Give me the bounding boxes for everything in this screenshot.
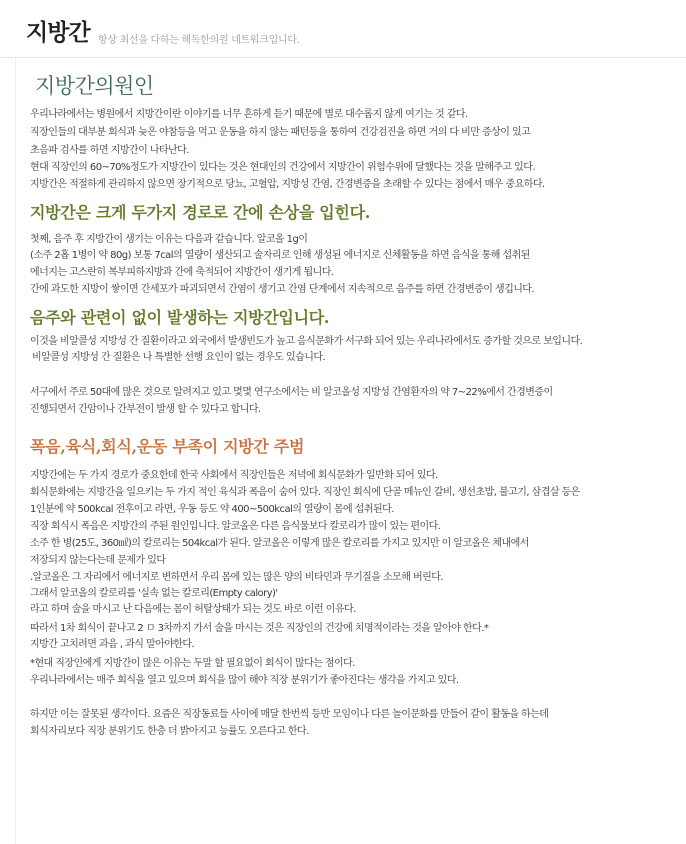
paragraph-line: 소주 한 병(25도, 360㎖)의 칼로리는 504kcal가 된다. 알코올은 이렇게 많은 칼로리를 가지고 있지만 이 알코올은 체내에서 <box>30 538 529 549</box>
paragraph-line: (소주 2홉 1병이 약 80g) 보통 7cal의 열량이 생산되고 술자리로 인해 생성된 에너지로 신체활동을 하면 음식을 통해 섭취된 <box>30 250 530 261</box>
paragraph-line: 라고 하며 술을 마시고 난 다음에는 몸이 허탈상태가 되는 것도 바로 이런 이유다. <box>30 604 356 615</box>
paragraph-line: 직장인들의 대부분 회식과 늦은 야참등을 먹고 운동을 하지 않는 패턴등을 통하여 건강검진을 하면 거의 다 비만 증상이 있고 <box>30 127 531 138</box>
paragraph-line: 지방간 고치려면 과음 , 과식 말아야한다. <box>30 639 195 650</box>
section-heading: 지방간은 크게 두가지 경로로 간에 손상을 입힌다. <box>30 203 371 222</box>
paragraph-line: 지방간에는 두 가지 경로가 중요한데 한국 사회에서 직장인들은 저녁에 회식문화가 일반화 되어 있다. <box>30 470 438 481</box>
page-subtitle: 항상 최선을 다하는 해독한의원 네트워크입니다. <box>98 35 300 46</box>
paragraph-line: *현대 직장인에게 지방간이 많은 이유는 두말 할 필요없이 회식이 많다는 점이다. <box>30 658 355 669</box>
paragraph-line: 간에 과도한 지방이 쌓이면 간세포가 파괴되면서 간염이 생기고 간염 단계에서 지속적으로 음주를 하면 간경변증이 생깁니다. <box>30 284 535 295</box>
paragraph-line: 1인분에 약 500kcal 전후이고 라면, 우동 등도 약 400~500kcal의 열량이 몸에 섭취된다. <box>30 504 394 515</box>
paragraph-line: 직장 회식시 폭음은 지방간의 주된 원인입니다. 알코올은 다른 음식물보다 칼로리가 많이 있는 편이다. <box>30 521 441 532</box>
paragraph-line: 따라서 1차 회식이 끝나고 2 ㅁ 3차까지 가서 술을 마시는 것은 직장인의 건강에 치명적이라는 것을 알아야 한다.* <box>30 623 489 634</box>
page-title: 지방간 <box>26 20 90 46</box>
paragraph-line: .알코올은 그 자리에서 에너지로 변하면서 우리 몸에 있는 많은 양의 비타민과 무기질을 소모해 버린다. <box>30 572 443 583</box>
paragraph-line: 우리나라에서는 병원에서 지방간이란 이야기를 너무 흔하게 듣기 때문에 별로 대수롭지 않게 여기는 것 같다. <box>30 109 468 120</box>
paragraph-line: 회식문화에는 지방간을 일으키는 두 가지 적인 육식과 폭음이 숨어 있다. 직장인 회식에 단골 메뉴인 갈비, 생선초밥, 불고기, 삼겹살 등은 <box>30 487 580 498</box>
paragraph-line: 진행되면서 간암이나 간부전이 발생 할 수 있다고 합니다. <box>30 404 261 415</box>
section-heading: 음주와 관련이 없이 발생하는 지방간입니다. <box>30 308 330 327</box>
paragraph-line: 우리나라에서는 매주 회식을 열고 있으며 회식을 많이 해야 직장 분위기가 좋아진다는 생각을 가지고 있다. <box>30 675 459 686</box>
paragraph-line: 저장되지 않는다는데 문제가 있다 <box>30 555 166 566</box>
paragraph-line: 비알콜성 지방성 간 질환은 나 특별한 선행 요인이 없는 경우도 있습니다. <box>32 352 326 363</box>
paragraph-line: 에너지는 고스란히 복부피하지방과 간에 축적되어 지방간이 생기게 됩니다. <box>30 267 334 278</box>
paragraph-line: 초음파 검사를 하면 지방간이 나타난다. <box>30 145 189 156</box>
paragraph-line: 서구에서 주로 50대에 많은 것으로 알려지고 있고 몇몇 연구소에서는 비 알코올성 지방성 간염환자의 약 7~22%에서 간경변증이 <box>30 387 553 398</box>
paragraph-line: 회식자리보다 직장 분위기도 한층 더 밝아지고 능률도 오른다고 한다. <box>30 726 309 737</box>
paragraph-line: 이것을 비알콜성 지방성 간 질환이라고 외국에서 발생빈도가 높고 음식문화가 서구화 되어 있는 우리나라에서도 증가할 것으로 보입니다. <box>30 336 583 347</box>
page-header <box>0 0 686 58</box>
section-heading: 폭음,육식,회식,운동 부족이 지방간 주범 <box>30 437 305 456</box>
section-main-title: 지방간의원인 <box>35 74 154 98</box>
paragraph-line: 지방간은 적절하게 관리하지 않으면 장기적으로 당뇨, 고혈압, 지방성 간염, 간경변증을 초래할 수 있다는 점에서 매우 중요하다. <box>30 179 545 190</box>
paragraph-line: 첫째, 음주 후 지방간이 생기는 이유는 다음과 같습니다. 알코올 1g이 <box>30 234 308 245</box>
paragraph-line: 하지만 이는 잘못된 생각이다. 요즘은 직장동료들 사이에 매달 한번씩 등반 모임이나 다른 놀이문화를 만들어 같이 활동을 하는데 <box>30 709 549 720</box>
paragraph-line: 그래서 알코올의 칼로리를 '실속 없는 칼로리(Empty calory)' <box>30 588 278 599</box>
paragraph-line: 현대 직장인의 60~70%정도가 지방간이 있다는 것은 현대인의 건강에서 지방간이 위험수위에 달했다는 것을 말해주고 있다. <box>30 162 536 173</box>
